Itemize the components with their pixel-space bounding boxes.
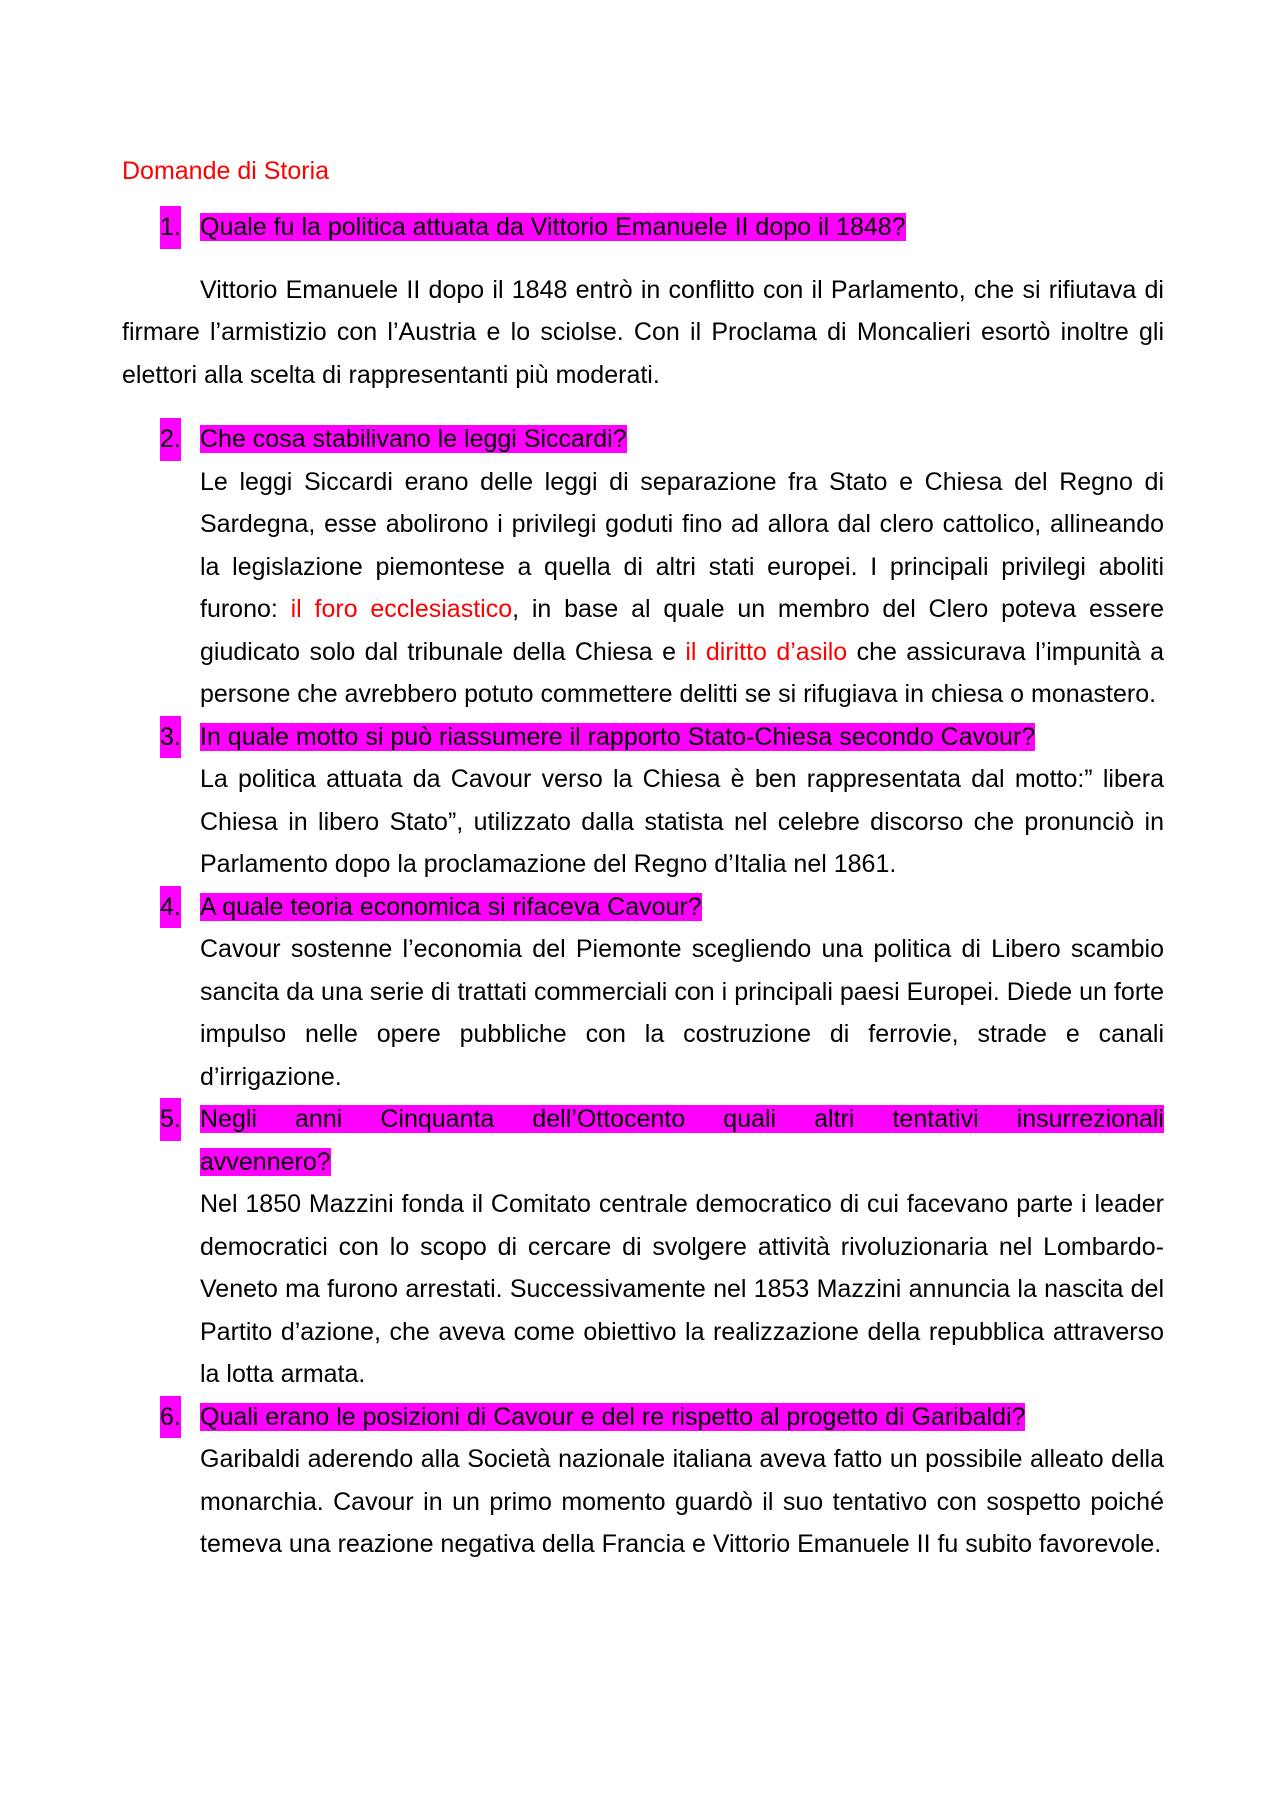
answer-6: Garibaldi aderendo alla Società nazionale italiana aveva fatto un possibile alleato della monarchia. Cavour in un primo momento guardò il suo tentativo con sospetto poiché temeva una reazione negativa della Francia e Vittorio Emanuele II fu subito favorevole.: [200, 1445, 1164, 1558]
answer-text: che assicurava l’impunità a persone che avrebbero potuto commettere delitti se si rifugiava in chiesa o monastero.: [200, 637, 1164, 708]
question-3: [122, 716, 1164, 759]
document-page: [122, 150, 1164, 1566]
question-text: Quale fu la politica attuata da Vittorio Emanuele II dopo il 1848?: [200, 213, 906, 241]
question-number: 2.: [160, 418, 181, 461]
question-text: Quali erano le posizioni di Cavour e del re rispetto al progetto di Garibaldi?: [200, 1402, 1026, 1431]
answer-text: Le leggi Siccardi erano delle leggi di separazione fra Stato e Chiesa del Regno di Sardegna, esse abolirono i privilegi goduti fino ad allora dal clero cattolico, allineando la legislazione piemontese a quella di altri stati europei. I principali privilegi aboliti furono:: [200, 467, 1164, 623]
question-1: [122, 206, 1164, 249]
document-title: Domande di Storia: [122, 157, 330, 185]
question-text: In quale motto si può riassumere il rapporto Stato-Chiesa secondo Cavour?: [200, 722, 1036, 751]
question-line: [200, 1098, 1164, 1141]
highlighted-term-diritto-asilo: il diritto d’asilo: [685, 637, 848, 666]
question-text: Che cosa stabilivano le leggi Siccardi?: [200, 425, 627, 453]
question-number: 5.: [160, 1098, 181, 1141]
answer-4: Cavour sostenne l’economia del Piemonte scegliendo una politica di Libero scambio sancita da una serie di trattati commerciali con i principali paesi Europei. Diede un forte impulso nelle opere pubbliche con la costruzione di ferrovie, strade e canali d’irrigazione.: [200, 935, 1164, 1091]
question-number: 6.: [160, 1396, 181, 1439]
answer-1: Vittorio Emanuele II dopo il 1848 entrò in conflitto con il Parlamento, che si rifiutava di firmare l’armistizio con l’Austria e lo sciolse. Con il Proclama di Moncalieri esortò inoltre gli elettori alla scelta di rappresentanti più moderati.: [122, 275, 1164, 389]
question-number: 3.: [160, 716, 181, 759]
highlighted-term-foro-ecclesiastico: il foro ecclesiastico: [290, 595, 513, 623]
question-text: avvennero?: [200, 1147, 331, 1176]
question-number: 1.: [160, 206, 181, 249]
answer-text: , in base al quale un membro del Clero poteva essere giudicato solo dal tribunale della Chiesa e: [200, 595, 1164, 666]
question-5: [122, 1098, 1164, 1183]
answer-2: [122, 461, 1164, 716]
answer-5: Nel 1850 Mazzini fonda il Comitato centrale democratico di cui facevano parte i leader democratici con lo scopo di cercare di svolgere attività rivoluzionaria nel Lombardo-Veneto ma furono arrestati. Successivamente nel 1853 Mazzini annuncia la nascita del Partito d’azione, che aveva come obiettivo la realizzazione della repubblica attraverso la lotta armata.: [200, 1190, 1164, 1388]
question-text: Negli anni Cinquanta dell’Ottocento quali altri tentativi insurrezionali: [200, 1105, 1164, 1133]
question-number: 4.: [160, 886, 181, 929]
question-2: [122, 418, 1164, 461]
question-line: [200, 1141, 1164, 1184]
question-text: A quale teoria economica si rifaceva Cavour?: [200, 892, 702, 921]
answer-3: La politica attuata da Cavour verso la Chiesa è ben rappresentata dal motto:” libera Chiesa in libero Stato”, utilizzato dalla statista nel celebre discorso che pronunciò in Parlamento dopo la proclamazione del Regno d’Italia nel 1861.: [200, 765, 1164, 878]
question-6: [122, 1396, 1164, 1439]
question-4: [122, 886, 1164, 929]
